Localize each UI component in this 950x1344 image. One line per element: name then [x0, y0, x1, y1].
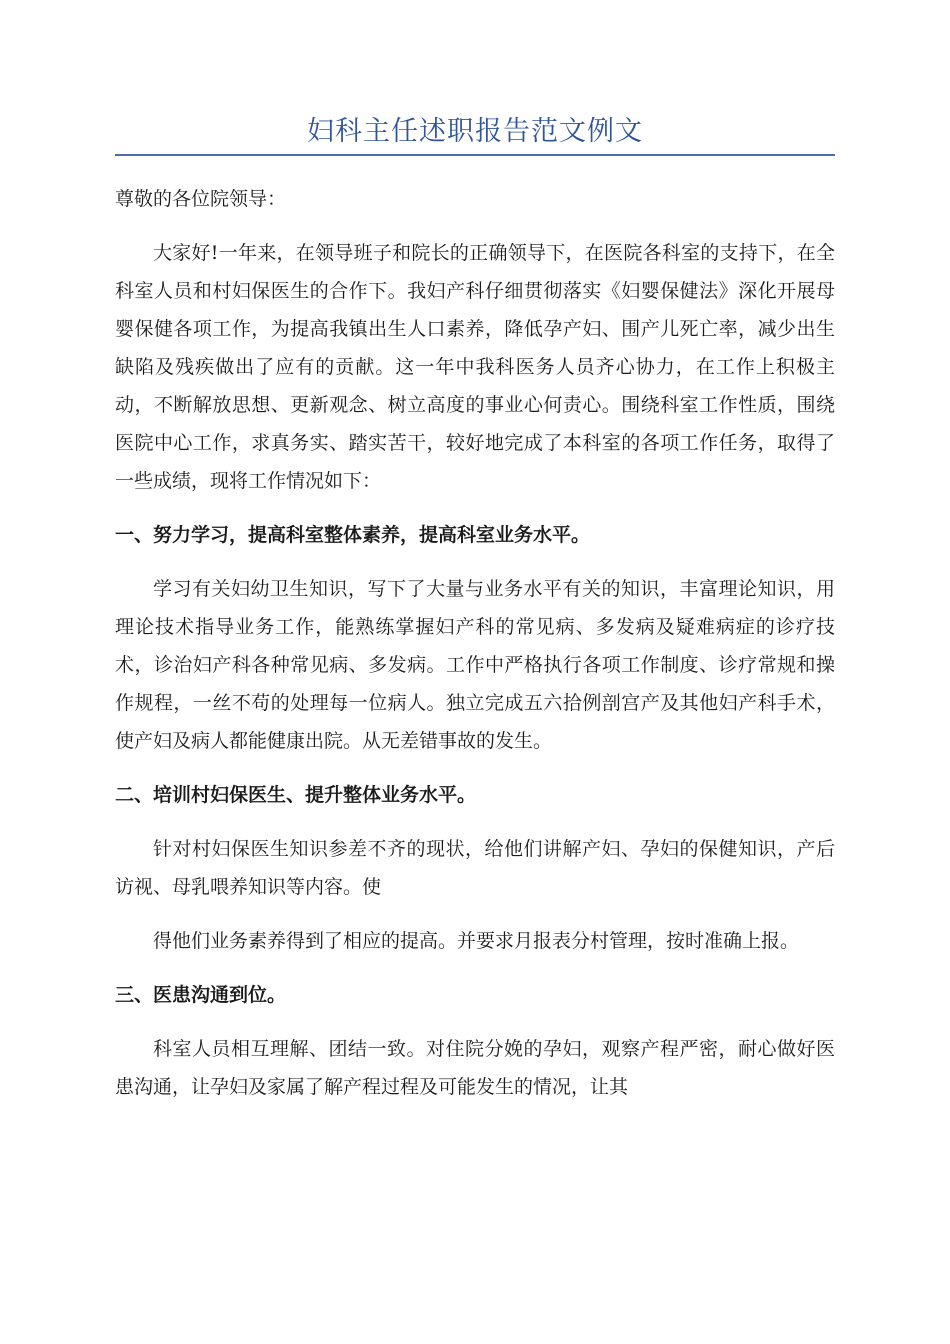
section-heading-1: 一、努力学习，提高科室整体素养，提高科室业务水平。	[115, 524, 591, 546]
title-underline	[115, 154, 835, 156]
section-1-paragraph: 学习有关妇幼卫生知识，写下了大量与业务水平有关的知识，丰富理论知识，用理论技术指导业务工作，能熟练掌握妇产科的常见病、多发病及疑难病症的诊疗技术，诊治妇产科各种常见病、多发病。工作中严格执行各项工作制度、诊疗常规和操作规程，一丝不苟的处理每一位病人。独立完成五六拾例剖宫产及其他妇产科手术，使产妇及病人都能健康出院。从无差错事故的发生。	[115, 578, 835, 752]
section-2-paragraph-b: 得他们业务素养得到了相应的提高。并要求月报表分村管理，按时准确上报。	[153, 930, 800, 952]
intro-paragraph: 大家好!一年来，在领导班子和院长的正确领导下，在医院各科室的支持下，在全科室人员和村妇保医生的合作下。我妇产科仔细贯彻落实《妇婴保健法》深化开展母婴保健各项工作，为提高我镇出生人口素养，降低孕产妇、围产儿死亡率，减少出生缺陷及残疾做出了应有的贡献。这一年中我科医务人员齐心协力，在工作上积极主动，不断解放思想、更新观念、树立高度的事业心何责心。围绕科室工作性质，围绕医院中心工作，求真务实、踏实苦干，较好地完成了本科室的各项工作任务，取得了一些成绩，现将工作情况如下：	[115, 242, 835, 492]
section-2-paragraph-a: 针对村妇保医生知识参差不齐的现状，给他们讲解产妇、孕妇的保健知识，产后访视、母乳喂养知识等内容。使	[115, 838, 835, 898]
salutation: 尊敬的各位院领导：	[115, 188, 287, 210]
section-3-paragraph: 科室人员相互理解、团结一致。对住院分娩的孕妇，观察产程严密，耐心做好医患沟通，让孕妇及家属了解产程过程及可能发生的情况，让其	[115, 1038, 835, 1098]
section-heading-3: 三、医患沟通到位。	[115, 984, 287, 1006]
document-title: 妇科主任述职报告范文例文	[307, 116, 643, 147]
document-page	[115, 112, 835, 1106]
section-heading-2: 二、培训村妇保医生、提升整体业务水平。	[115, 784, 477, 806]
